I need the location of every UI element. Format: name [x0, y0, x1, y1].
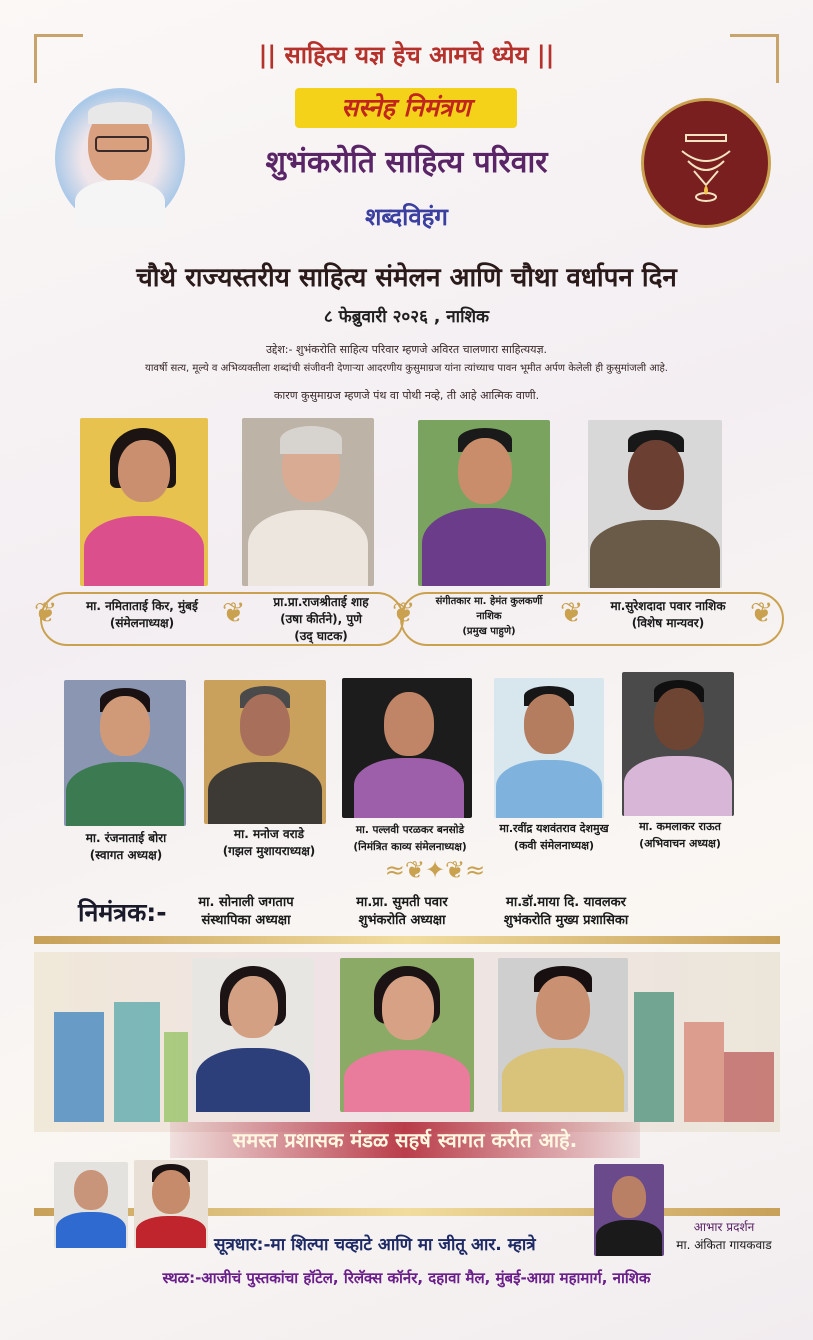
guest-caption: प्रा.प्रा.राजश्रीताई शाह (उषा कीर्तने), पुणे (उद् घाटक)	[273, 595, 369, 643]
host-caption: मा. सोनाली जगताप संस्थापिका अध्यक्षा	[198, 895, 294, 928]
thanks-name: मा. अंकिता गायकवाड	[676, 1238, 772, 1252]
host-caption: मा.प्रा. सुमती पवार शुभंकरोति अध्यक्षा	[356, 895, 448, 928]
guest-photo	[342, 678, 472, 818]
laurel-icon: ❦	[392, 596, 416, 629]
welcome-banner: समस्त प्रशासक मंडळ सहर्ष स्वागत करीत आहे.	[170, 1122, 640, 1158]
anchors-text: सूत्रधार:-मा शिल्पा चव्हाटे आणि मा जीतू आर. म्हात्रे	[214, 1235, 536, 1255]
laurel-icon: ❦	[560, 596, 584, 629]
venue-text: स्थळ:-आजीचं पुस्तकांचा हॉटेल, रिलॅक्स कॉर्नर, दहावा मैल, मुंबई-आग्रा महामार्ग, नाशिक	[162, 1269, 651, 1287]
guest-caption: संगीतकार मा. हेमंत कुलकर्णी नाशिक (प्रमुख पाहुणे)	[435, 596, 543, 637]
guest-caption: मा. रंजनाताई बोरा (स्वागत अध्यक्ष)	[85, 831, 167, 862]
anchor-photo	[54, 1162, 128, 1248]
family-name: शुभंकरोति साहित्य परिवार	[265, 145, 548, 180]
purpose-line-2: यावर्षी सत्य, मूल्ये व अभिव्यक्तीला शब्दांची संजीवनी देणाऱ्या आदरणीय कुसुमाग्रज यांना त्यांच्याच पावन भूमीत अर्पण केलेली ही कुसुमांजली आहे.	[145, 363, 668, 374]
date-place: ८ फेब्रुवारी २०२६ , नाशिक	[323, 307, 490, 327]
hosts-label: निमंत्रक:-	[78, 898, 167, 927]
guest-caption: मा. मनोज वराडे (गझल मुशायराध्यक्ष)	[222, 827, 316, 858]
host-caption: मा.डॉ.माया दि. यावलकर शुभंकरोति मुख्य प्रशासिका	[503, 895, 629, 928]
guest-photo	[588, 420, 722, 588]
invitation-title: सस्नेह निमंत्रण	[295, 88, 517, 128]
guest-photo	[64, 680, 186, 826]
guest-photo	[242, 418, 374, 586]
guest-photo	[80, 418, 208, 586]
organization-logo	[641, 98, 771, 228]
guest-photo	[622, 672, 734, 816]
host-photo	[498, 958, 628, 1112]
kusumagraj-portrait	[55, 88, 185, 228]
host-photo	[192, 958, 314, 1112]
subtitle: शब्दविहंग	[365, 203, 448, 231]
ornament-scroll-icon: ≈❦✦❦≈	[384, 856, 486, 884]
guest-photo	[204, 680, 326, 824]
tagline: || साहित्य यज्ञ हेच आमचे ध्येय ||	[258, 41, 555, 69]
laurel-icon: ❦	[750, 596, 774, 629]
gold-divider	[34, 936, 780, 944]
conference-title: चौथे राज्यस्तरीय साहित्य संमेलन आणि चौथा वर्धापन दिन	[136, 263, 677, 293]
purpose-line-3: कारण कुसुमाग्रज म्हणजे पंथ वा पोथी नव्हे, ती आहे आत्मिक वाणी.	[273, 389, 540, 402]
book-lamp-icon	[644, 101, 768, 225]
thanks-label: आभार प्रदर्शन	[693, 1220, 755, 1234]
thanks-photo	[594, 1164, 664, 1256]
guest-caption: मा. नमिताताई किर, मुंबई (संमेलनाध्यक्ष)	[86, 599, 198, 630]
guest-caption: मा.सुरेशदादा पवार नाशिक (विशेष मान्यवर)	[610, 599, 726, 630]
guest-photo	[418, 420, 550, 586]
host-photo	[340, 958, 474, 1112]
laurel-icon: ❦	[34, 596, 58, 629]
purpose-line-1: उद्देश:- शुभंकरोति साहित्य परिवार म्हणजे अविरत चालणारा साहित्ययज्ञ.	[265, 343, 548, 356]
guest-caption: मा.रवींद्र यशवंतराव देशमुख (कवी संमेलनाध्यक्ष)	[499, 822, 609, 852]
guest-caption: मा. कमलाकर राऊत (अभिवाचन अध्यक्ष)	[639, 820, 721, 850]
guest-caption: मा. पल्लवी परळकर बनसोडे (निमंत्रित काव्य संमेलनाध्यक्ष)	[353, 824, 467, 853]
laurel-icon: ❦	[222, 596, 246, 629]
guest-photo	[494, 678, 604, 818]
anchor-photo	[134, 1160, 208, 1248]
